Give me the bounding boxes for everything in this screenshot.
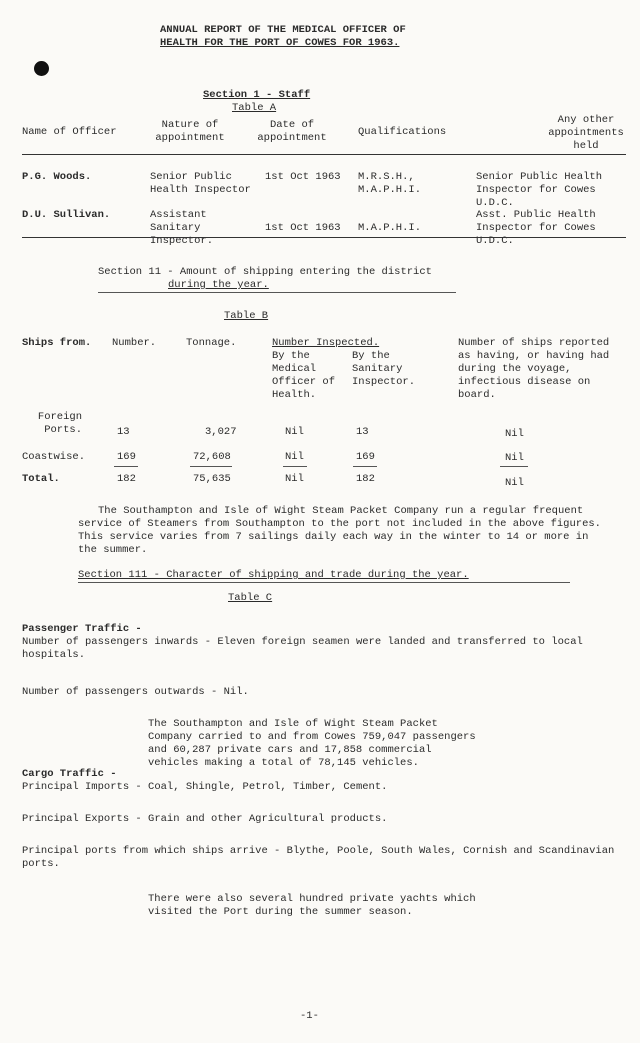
officer-nature: Senior Public Health Inspector (150, 171, 251, 196)
total-rule-number (114, 466, 138, 467)
punch-hole (34, 61, 49, 76)
col-name-of-officer: Name of Officer (22, 126, 117, 138)
cell-tonnage: 72,608 (193, 451, 231, 463)
table-c-label: Table C (228, 592, 273, 604)
officer-date: 1st Oct 1963 (265, 171, 341, 183)
officer-name: P.G. Woods. (22, 171, 92, 183)
table-a-rule-top (22, 154, 626, 155)
cargo-traffic-heading: Cargo Traffic - (22, 768, 117, 780)
row-from-foreign: Foreign Ports. (37, 411, 82, 436)
total-rule-tonnage (190, 466, 232, 467)
total-rule-infectious (500, 466, 528, 467)
table-a-rule-bottom (22, 237, 626, 238)
officer-date: 1st Oct 1963 (265, 222, 341, 234)
cell-si: 13 (356, 426, 369, 438)
report-title-line2: HEALTH FOR THE PORT OF COWES FOR 1963. (160, 37, 400, 49)
col-by-sanitary-inspector: By the Sanitary Inspector. (352, 350, 416, 388)
table-b-label: Table B (224, 310, 269, 322)
cell-tonnage: 75,635 (193, 473, 231, 485)
officer-other-appointments: Senior Public Health Inspector for Cowes U.D.C. (476, 171, 603, 209)
col-number-inspected: Number Inspected. (272, 337, 380, 349)
officer-qualifications: M.A.P.H.I. (358, 222, 422, 234)
passenger-traffic-heading: Passenger Traffic - (22, 623, 142, 635)
passengers-inwards (22, 636, 622, 662)
passengers-inwards-text: Number of passengers inwards - Eleven foreign seamen were landed and transferred to local hospitals. (22, 636, 583, 661)
col-qualifications: Qualifications (358, 126, 447, 138)
table-a-label: Table A (232, 102, 277, 114)
cell-infectious: Nil (505, 452, 524, 464)
cell-si: 169 (356, 451, 375, 463)
total-rule-si (353, 466, 377, 467)
col-infectious-disease: Number of ships reported as having, or having had during the voyage, infectious disease on board. (458, 337, 610, 401)
section3-heading-rule (78, 582, 570, 583)
cell-moh: Nil (285, 426, 304, 438)
col-date-of-appointment: Date of appointment (257, 119, 327, 144)
cell-moh: Nil (285, 451, 304, 463)
section2-heading-line2: during the year. (168, 279, 269, 291)
steam-packet-note: The Southampton and Isle of Wight Steam Packet Company run a regular frequent service of Steamers from Southampton to the port not included in the above figures. This service varies from 7 sailings daily each way in the winter to 14 or more in the summer. (78, 505, 601, 556)
section2-heading-rule (98, 292, 456, 293)
col-ships-from: Ships from. (22, 337, 92, 349)
cell-moh: Nil (285, 473, 304, 485)
cell-number: 169 (117, 451, 136, 463)
col-number: Number. (112, 337, 157, 349)
page-number: -1- (300, 1010, 319, 1022)
officer-name: D.U. Sullivan. (22, 209, 111, 221)
col-other-appointments: Any other appointments held (548, 114, 624, 152)
private-yachts-note: There were also several hundred private yachts which visited the Port during the summer season. (148, 893, 476, 918)
cell-tonnage: 3,027 (205, 426, 237, 438)
section3-heading: Section 111 - Character of shipping and trade during the year. (78, 569, 469, 581)
col-by-medical-officer: By the Medical Officer of Health. (272, 350, 336, 401)
ferry-traffic-note: The Southampton and Isle of Wight Steam Packet Company carried to and from Cowes 759,047 passengers and 60,287 private cars and 17,858 commercial vehicles making a total of 78,145 vehicles. (148, 718, 476, 769)
passengers-outwards: Number of passengers outwards - Nil. (22, 686, 249, 698)
col-nature-of-appointment: Nature of appointment (155, 119, 225, 144)
total-rule-moh (283, 466, 307, 467)
section1-heading: Section 1 - Staff (203, 89, 311, 101)
principal-imports: Principal Imports - Coal, Shingle, Petrol, Timber, Cement. (22, 781, 388, 793)
col-tonnage: Tonnage. (186, 337, 237, 349)
row-from-total: Total. (22, 473, 60, 485)
cell-infectious: Nil (505, 428, 524, 440)
cell-infectious: Nil (505, 477, 524, 489)
cell-si: 182 (356, 473, 375, 485)
cell-number: 182 (117, 473, 136, 485)
officer-qualifications: M.R.S.H., M.A.P.H.I. (358, 171, 422, 196)
principal-ports: Principal ports from which ships arrive - Blythe, Poole, South Wales, Cornish and Scandinavian ports. (22, 845, 615, 870)
row-from-coastwise: Coastwise. (22, 451, 86, 463)
cell-number: 13 (117, 426, 130, 438)
principal-exports: Principal Exports - Grain and other Agricultural products. (22, 813, 388, 825)
officer-nature: Assistant Sanitary Inspector. (150, 209, 214, 247)
report-title-line1: ANNUAL REPORT OF THE MEDICAL OFFICER OF (160, 24, 406, 36)
officer-other-appointments: Asst. Public Health Inspector for Cowes U.D.C. (476, 209, 596, 247)
section2-heading-line1: Section 11 - Amount of shipping entering the district (98, 266, 432, 278)
